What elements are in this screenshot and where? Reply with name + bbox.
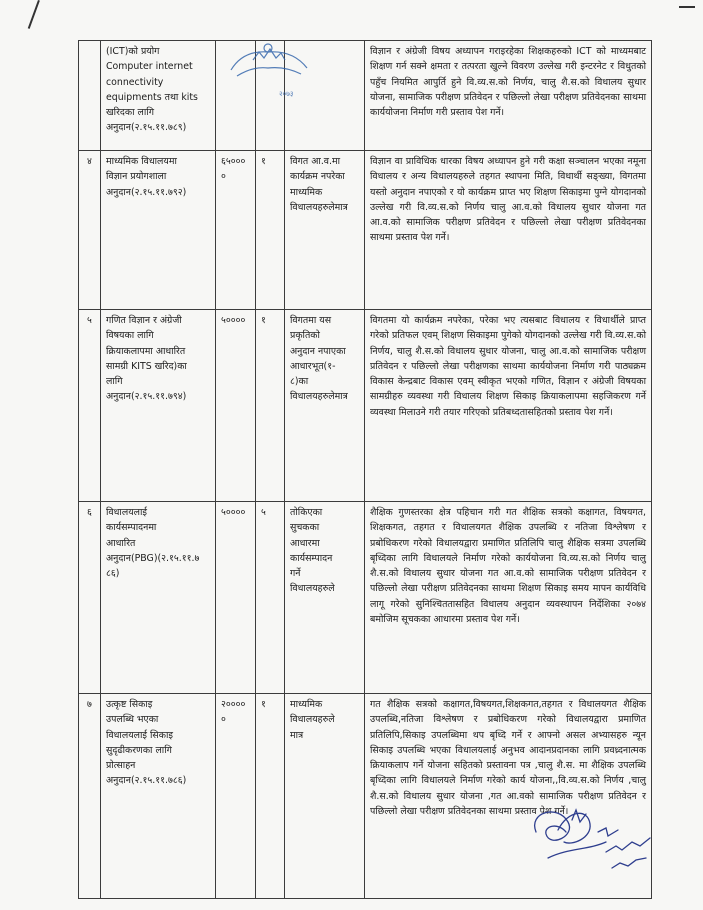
- table-row: [79, 310, 652, 502]
- proposal-procedure: गत शैक्षिक सत्रको कक्षागत,विषयगत,शिक्षकगत,तहगत र विधालयगत शैक्षिक उपलब्धि,नतिजा विश्लेषण र प्रबोधिकरण गरेको विधालयद्वारा प्रमाणित प्रतिलिपि,सिकाइ उपलब्धिमा थप बृध्दि गर्ने र आफ्नो असल अभ्यासहरु न्यून सिकाइ उपलब्धि भएका विधालयलाई अनुभव आदानप्रदानका लागि प्रवध्र्दनात्मक क्रियाकलाप गर्ने योजना सहितको प्रस्तावना पत्र ,चालु शै.स. मा शैक्षिक उपलब्धि बृध्दिका लागि विधालयले निर्माण गरेको कार्य योजना,,वि.व्य.स.को निर्णय ,चालु शै.स.को विधालय सुधार योजना ,गत आ.वको सामाजिक परीक्षण प्रतिवेदन र पछिल्लो लेखा परीक्षण प्रतिवेदनका साथमा प्रस्ताव पेश गर्ने।: [365, 694, 652, 899]
- table-row: [79, 502, 652, 694]
- proposal-procedure: शैक्षिक गुणस्तरका क्षेत्र पहिचान गरी गत शैक्षिक सत्रको कक्षागत, विषयगत, शिक्षकगत, तहगत र विधालयगत शैक्षिक उपलब्धि र नतिजा विश्लेषण र प्रबोधिकरण गरेको विधालयद्वारा प्रमाणित प्रतिलिपि चालु शैक्षिक सत्रमा उपलब्धि बृध्दिका लागि विधालयले निर्माण गरेको कार्ययोजना वि.व्य.स.को निर्णय चालु शै.स.को विधालय सुधार योजना गत आ.व.को सामाजिक परीक्षण प्रतिवेदन र पछिल्लो लेखा परीक्षण प्रतिवेदनका साथमा शिक्षण सिकाइ समय मापन कार्यविधि लागू गरेको सुनिश्चिततासहित विधालय अनुदान व्यवस्थापन निर्देशिका २०७४ बमोजिम सूचकका आधारमा प्रस्ताव पेश गर्ने।: [365, 502, 652, 694]
- page-fold-mark: [28, 0, 40, 29]
- eligibility: विगत आ.व.मा कार्यक्रम नपरेका माध्यमिक विधालयहरुलेमात्र: [285, 151, 365, 310]
- table-row: [79, 41, 652, 151]
- program-name: विधालयलाई कार्यसम्पादनमा आधारित अनुदान(PBG)(२.१५.११.७ ८६): [101, 502, 216, 694]
- official-seal: [223, 40, 313, 102]
- program-name: (ICT)को प्रयोग Computer internet connectivity equipments तथा kits खरिदका लागि अनुदान(२.१५.११.७८९): [101, 41, 216, 151]
- serial-number: ६: [79, 502, 101, 694]
- serial-number: ४: [79, 151, 101, 310]
- eligibility: तोकिएका सुचकका आधारमा कार्यसम्पादन गर्ने विधालयहरुले: [285, 502, 365, 694]
- school-count: १: [256, 151, 285, 310]
- serial-number: ७: [79, 694, 101, 899]
- serial-number: [79, 41, 101, 151]
- grant-program-table: [78, 40, 652, 899]
- svg-text:२०७३: २०७३: [279, 90, 294, 98]
- program-name: गणित विज्ञान र अंग्रेजी विषयका लागि क्रियाकलापमा आधारित सामग्री KITS खरिद)का लागि अनुदान(२.१५.११.७९४): [101, 310, 216, 502]
- school-count: १: [256, 310, 285, 502]
- program-name: माध्यमिक विधालयमा विज्ञान प्रयोगशाला अनुदान(२.१५.११.७९२): [101, 151, 216, 310]
- grant-amount: ६५००००: [216, 151, 256, 310]
- grant-amount: ५००००: [216, 502, 256, 694]
- program-name: उत्कृष्ट सिकाइ उपलब्धि भएका विधालयलाई सिकाइ सुदृढीकरणका लागि प्रोत्साहन अनुदान(२.१५.११.७८६): [101, 694, 216, 899]
- signature: [528, 802, 658, 880]
- eligibility: विगतमा यस प्रकृतिको अनुदान नपाएका आधारभूत(१- ८)का विधालयहरुलेमात्र: [285, 310, 365, 502]
- grant-amount: २०००००: [216, 694, 256, 899]
- serial-number: ५: [79, 310, 101, 502]
- school-count: १: [256, 694, 285, 899]
- edge-mark: [679, 6, 695, 8]
- eligibility: माध्यमिक विधालयहरुले मात्र: [285, 694, 365, 899]
- table-row: [79, 151, 652, 310]
- proposal-procedure: विज्ञान र अंग्रेजी विषय अध्यापन गराइरहेका शिक्षकहरुको ICT को माध्यमबाट शिक्षण गर्न सक्ने क्षमता र तत्परता खुल्ने विवरण उल्लेख गरी इन्टरनेट र विधुतको पहुँच नियमित आपुर्ति हुने वि.व्य.स.को निर्णय, चालु शै.स.को विधालय सुधार योजना, सामाजिक परीक्षण प्रतिवेदन र पछिल्लो लेखा परीक्षण प्रतिवेदनका साथमा कार्ययोजना निर्माण गरी प्रस्ताव पेश गर्ने।: [365, 41, 652, 151]
- proposal-procedure: विज्ञान वा प्राविधिक धारका विषय अध्यापन हुने गरी कक्षा सञ्चालन भएका नमूना विधालय र अन्य विधालयहरुले तहगत स्थापना मिति, विधार्थी सङ्ख्या, विगतमा यस्तो अनुदान नपाएको र यो कार्यक्रम प्राप्त भए शिक्षण सिकाइमा पुग्ने योगदानको उल्लेख गरी वि.व्य.स.को निर्णय चालु आ.व.को विधालय सुधार योजना गत आ.व.को सामाजिक परीक्षण प्रतिवेदन र पछिल्लो लेखा परीक्षण प्रतिवेदनका साथमा प्रस्ताव पेश गर्ने।: [365, 151, 652, 310]
- proposal-procedure: विगतमा यो कार्यक्रम नपरेका, परेका भए त्यसबाट विधालय र विधार्थीले प्राप्त गरेको प्रतिफल एवम् शिक्षण सिकाइमा पुगेको योगदानको उल्लेख गरी वि.व्य.स.को निर्णय, चालु शै.स.को विधालय सुधार योजना, चालु आ.व.को सामाजिक परीक्षण प्रतिवेदन र पछिल्लो लेखा परीक्षणका साथमा कार्ययोजना निर्माण गरी पाठ्यक्रम विकास केन्द्रबाट विकास एवम् स्वीकृत भएको गणित, विज्ञान र अंग्रेजी विषयका सामग्रीहरु व्यवस्था गरी विधालय शिक्षण सिकाइ क्रियाकलापमा सहजिकरण गर्ने व्यवस्था मिलाउने गरी तयार गरिएको प्रतिबध्दतासहितको प्रस्ताव पेश गर्ने।: [365, 310, 652, 502]
- school-count: ५: [256, 502, 285, 694]
- grant-amount: ५००००: [216, 310, 256, 502]
